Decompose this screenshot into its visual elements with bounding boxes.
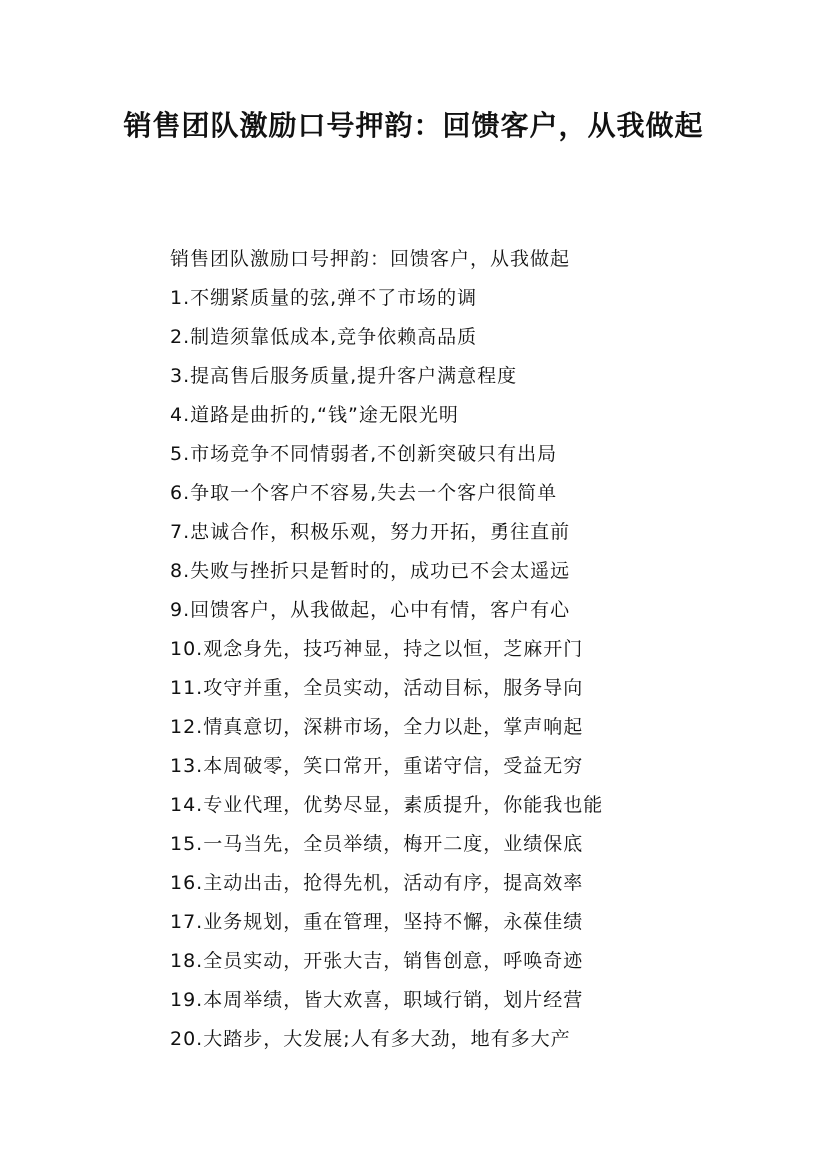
list-item: 2.制造须靠低成本,竞争依赖高品质 [170, 326, 478, 348]
list-item: 14.专业代理，优势尽显，素质提升，你能我也能 [170, 794, 604, 816]
list-item: 15.一马当先，全员举绩，梅开二度，业绩保底 [170, 833, 584, 855]
list-item: 19.本周举绩，皆大欢喜，职域行销，划片经营 [170, 989, 584, 1011]
intro-line: 销售团队激励口号押韵：回馈客户，从我做起 [170, 248, 571, 270]
list-item: 16.主动出击，抢得先机，活动有序，提高效率 [170, 872, 584, 894]
list-item: 6.争取一个客户不容易,失去一个客户很简单 [170, 482, 558, 504]
list-item: 18.全员实动，开张大吉，销售创意，呼唤奇迹 [170, 950, 584, 972]
list-item: 20.大踏步，大发展;人有多大劲，地有多大产 [170, 1028, 571, 1050]
list-item: 8.失败与挫折只是暂时的，成功已不会太遥远 [170, 560, 571, 582]
list-item: 11.攻守并重，全员实动，活动目标，服务导向 [170, 677, 584, 699]
list-item: 17.业务规划，重在管理，坚持不懈，永葆佳绩 [170, 911, 584, 933]
list-item: 10.观念身先，技巧神显，持之以恒，芝麻开门 [170, 638, 584, 660]
document-title: 销售团队激励口号押韵：回馈客户，从我做起 [123, 109, 704, 142]
list-item: 9.回馈客户，从我做起，心中有情，客户有心 [170, 599, 571, 621]
list-item: 7.忠诚合作，积极乐观，努力开拓，勇往直前 [170, 521, 571, 543]
list-item: 13.本周破零，笑口常开，重诺守信，受益无穷 [170, 755, 584, 777]
list-item: 12.情真意切，深耕市场，全力以赴，掌声响起 [170, 716, 584, 738]
list-item: 3.提高售后服务质量,提升客户满意程度 [170, 365, 518, 387]
list-item: 5.市场竞争不同情弱者,不创新突破只有出局 [170, 443, 558, 465]
list-item: 1.不绷紧质量的弦,弹不了市场的调 [170, 287, 478, 309]
list-item: 4.道路是曲折的,“钱”途无限光明 [170, 404, 459, 426]
document-body [170, 240, 710, 1059]
